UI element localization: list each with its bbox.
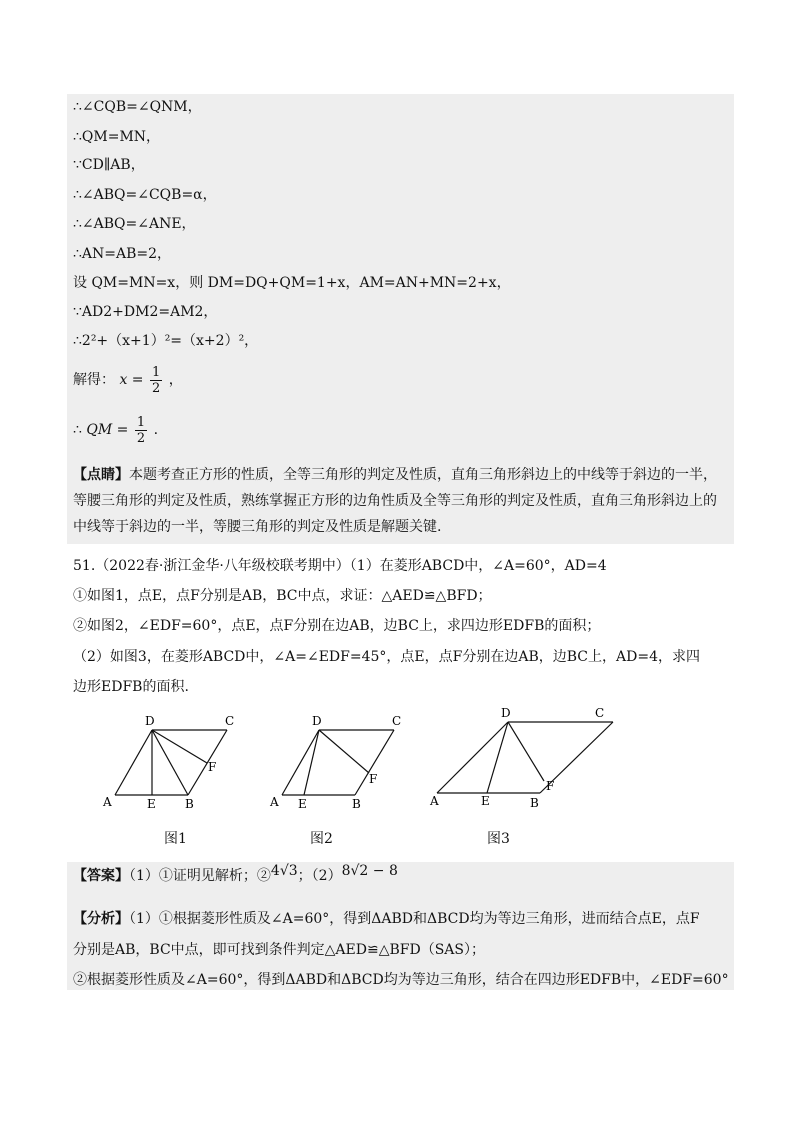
fraction-numerator: 1: [136, 414, 146, 430]
solve-prefix: 解得：: [73, 372, 115, 388]
label-e: E: [298, 797, 307, 811]
analysis-line-3: ②根据菱形性质及∠A=60°，得到ΔABD和ΔBCD均为等边三角形，结合在四边形EDFB中，∠EDF=60°: [73, 972, 729, 988]
comment-label: 【点睛】: [73, 467, 129, 483]
solution-line: ∴QM=MN，: [73, 129, 161, 145]
solution-line: ∴∠ABQ=∠CQB=α，: [73, 187, 217, 203]
solution-line: ∴∠CQB=∠QNM，: [73, 99, 202, 115]
figure-1-caption: 图1: [164, 831, 187, 847]
label-e: E: [147, 797, 156, 811]
result-fraction: [135, 415, 147, 446]
label-b: B: [530, 796, 539, 810]
solution-line: ∵CD∥AB，: [73, 157, 145, 173]
question-line-5: 边形EDFB的面积.: [73, 679, 189, 695]
label-b: B: [185, 797, 194, 811]
analysis-line-2: 分别是AB，BC中点，即可找到条件判定△AED≌△BFD（SAS）；: [73, 942, 485, 958]
solution-line: 设 QM=MN=x，则 DM=DQ+QM=1+x，AM=AN+MN=2+x，: [73, 275, 511, 291]
answer-text: （1）①证明见解析；②: [129, 868, 271, 884]
label-a: A: [430, 794, 439, 808]
fraction-denominator: 2: [136, 430, 146, 446]
label-d: D: [312, 714, 322, 728]
question-line-1: 51.（2022春·浙江金华·八年级校联考期中）（1）在菱形ABCD中，∠A=60°，AD=4: [73, 558, 607, 574]
label-a: A: [270, 795, 279, 809]
result-suffix: .: [153, 422, 159, 438]
label-a: A: [103, 795, 112, 809]
label-c: C: [225, 714, 235, 728]
figure-3: [425, 700, 645, 815]
answer-separator: ；（2）: [297, 868, 342, 884]
analysis-text-1: （1）①根据菱形性质及∠A=60°，得到ΔABD和ΔBCD均为等边三角形，进而结合点E，点F: [129, 911, 700, 927]
fraction-denominator: 2: [151, 380, 161, 396]
analysis-label: 【分析】: [73, 911, 129, 927]
solution-line: ∴∠ABQ=∠ANE，: [73, 216, 196, 232]
question-line-4: （2）如图3，在菱形ABCD中，∠A=∠EDF=45°，点E，点F分别在边AB，边BC上，AD=4，求四: [73, 649, 700, 665]
solve-fraction: [150, 365, 162, 396]
label-f: F: [369, 772, 378, 786]
label-d: D: [145, 714, 155, 728]
solution-line: ∴2²+（x+1）²=（x+2）²，: [73, 333, 259, 349]
comment-text: 本题考查正方形的性质，全等三角形的判定及性质，直角三角形斜边上的中线等于斜边的一半，等腰三角形的判定及性质，熟练掌握正方形的边角性质及全等三角形的判定及性质，直角三角形斜边上的中线等于斜边的一半，等腰三角形的判定及性质是解题关键.: [73, 467, 717, 535]
answer-value-2: 8√2 − 8: [341, 863, 398, 879]
answer-value-1: 4√3: [270, 863, 298, 879]
solution-line: ∵AD2+DM2=AM2，: [73, 304, 218, 320]
comment-block: [73, 462, 728, 540]
label-c: C: [392, 714, 402, 728]
solution-line: ∴AN=AB=2，: [73, 246, 172, 262]
fraction-numerator: 1: [151, 364, 161, 380]
question-line-2: ①如图1，点E，点F分别是AB，BC中点，求证：△AED≌△BFD；: [73, 588, 492, 604]
answer-label: 【答案】: [73, 868, 129, 884]
solve-var: x =: [119, 372, 144, 388]
result-var: QM =: [86, 422, 129, 438]
question-line-3: ②如图2，∠EDF=60°，点E，点F分别在边AB，边BC上，求四边形EDFB的面积；: [73, 618, 601, 634]
analysis-line-1: [73, 909, 728, 929]
label-e: E: [481, 794, 490, 808]
figure-3-caption: 图3: [487, 831, 510, 847]
solve-suffix: ，: [168, 372, 183, 388]
figure-2-caption: 图2: [310, 831, 333, 847]
label-f: F: [208, 760, 217, 774]
result-line: [73, 413, 158, 447]
answer-line: [73, 863, 728, 886]
label-c: C: [595, 706, 605, 720]
solve-line: [73, 363, 183, 397]
label-f: F: [546, 779, 555, 793]
label-d: D: [501, 706, 511, 720]
figure-1: [95, 708, 265, 813]
figure-2: [262, 708, 422, 813]
label-b: B: [352, 797, 361, 811]
result-prefix: ∴: [73, 422, 82, 438]
